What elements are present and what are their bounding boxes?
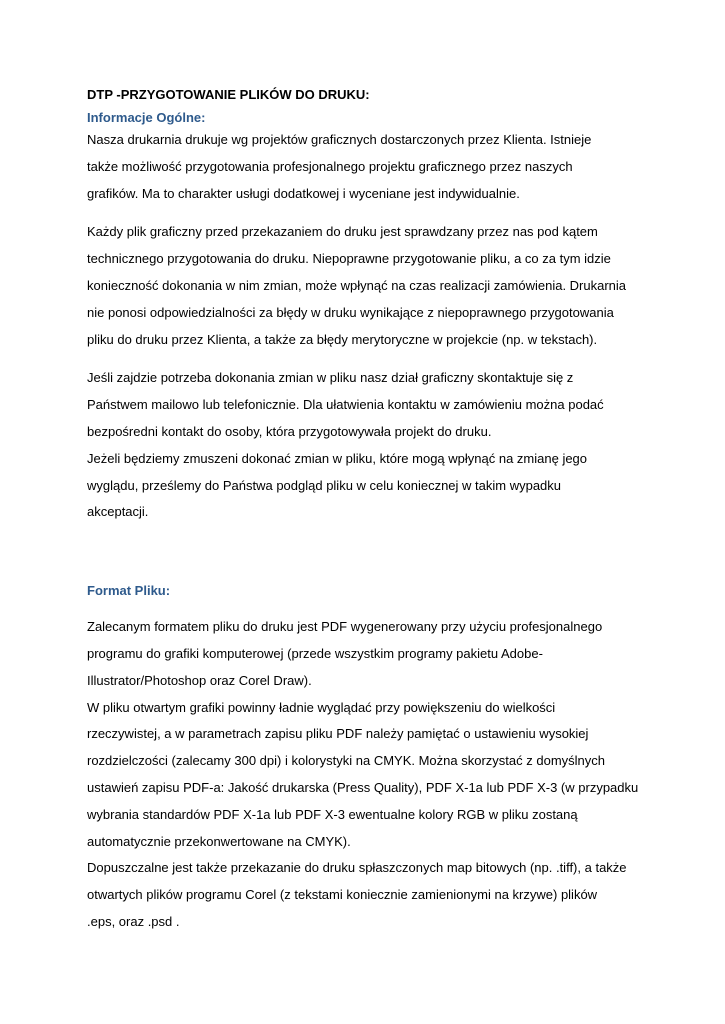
section-heading-general-info: Informacje Ogólne: [87, 110, 206, 125]
paragraph-file-format [87, 614, 647, 936]
text-line: pliku do druku przez Klienta, a także za błędy merytoryczne w projekcie (np. w tekstach). [87, 331, 598, 347]
text-line: Państwem mailowo lub telefonicznie. Dla ułatwienia kontaktu w zamówieniu można podać [87, 397, 604, 413]
document-page [87, 86, 647, 936]
text-line: rozdzielczości (zalecamy 300 dpi) i kolorystyki na CMYK. Można skorzystać z domyślnych [87, 753, 606, 769]
text-line: Dopuszczalne jest także przekazanie do druku spłaszczonych map bitowych (np. .tiff), a także [87, 860, 627, 876]
text-line: programu do grafiki komputerowej (przede wszystkim programy pakietu Adobe- [87, 645, 543, 661]
text-line: technicznego przygotowania do druku. Niepoprawne przygotowanie pliku, a co za tym idzie [87, 251, 611, 267]
text-line: Jeżeli będziemy zmuszeni dokonać zmian w pliku, które mogą wpłynąć na zmianę jego [87, 450, 588, 466]
text-line: .eps, oraz .psd . [87, 913, 180, 929]
text-line: wybrania standardów PDF X-1a lub PDF X-3 ewentualne kolory RGB w pliku zostaną [87, 806, 578, 822]
text-line: rzeczywistej, a w parametrach zapisu pliku PDF należy pamiętać o ustawieniu wysokiej [87, 726, 589, 742]
text-line: konieczność dokonania w nim zmian, może wpłynąć na czas realizacji zamówienia. Drukarnia [87, 277, 627, 293]
document-title: DTP -PRZYGOTOWANIE PLIKÓW DO DRUKU: [87, 87, 370, 102]
section-heading-file-format: Format Pliku: [87, 583, 171, 599]
paragraph-general-info-1 [87, 127, 647, 207]
text-line: wyglądu, prześlemy do Państwa podgląd pliku w celu koniecznej w takim wypadku [87, 477, 562, 493]
text-line: ustawień zapisu PDF-a: Jakość drukarska (Press Quality), PDF X-1a lub PDF X-3 (w przypadku [87, 779, 639, 795]
text-line: Nasza drukarnia drukuje wg projektów graficznych dostarczonych przez Klienta. Istnieje [87, 132, 592, 147]
text-line: automatycznie przekonwertowane na CMYK). [87, 833, 351, 849]
text-line: Każdy plik graficzny przed przekazaniem do druku jest sprawdzany przez nas pod kątem [87, 224, 598, 240]
text-line: Zalecanym formatem pliku do druku jest PDF wygenerowany przy użyciu profesjonalnego [87, 619, 603, 635]
text-line: także możliwość przygotowania profesjonalnego projektu graficznego przez naszych [87, 158, 573, 174]
text-line: Jeśli zajdzie potrzeba dokonania zmian w pliku nasz dział graficzny skontaktuje się z [87, 370, 574, 386]
text-line: nie ponosi odpowiedzialności za błędy w druku wynikające z niepoprawnego przygotowania [87, 304, 614, 320]
paragraph-general-info-2 [87, 219, 647, 353]
text-line: bezpośredni kontakt do osoby, która przygotowywała projekt do druku. [87, 423, 492, 439]
text-line: grafików. Ma to charakter usługi dodatkowej i wyceniane jest indywidualnie. [87, 185, 520, 201]
text-line: Illustrator/Photoshop oraz Corel Draw). [87, 672, 312, 688]
paragraph-general-info-3 [87, 365, 647, 526]
text-line: W pliku otwartym grafiki powinny ładnie wyglądać przy powiększeniu do wielkości [87, 699, 556, 715]
text-line: akceptacji. [87, 504, 149, 520]
text-line: otwartych plików programu Corel (z tekstami koniecznie zamienionymi na krzywe) plików [87, 887, 598, 903]
